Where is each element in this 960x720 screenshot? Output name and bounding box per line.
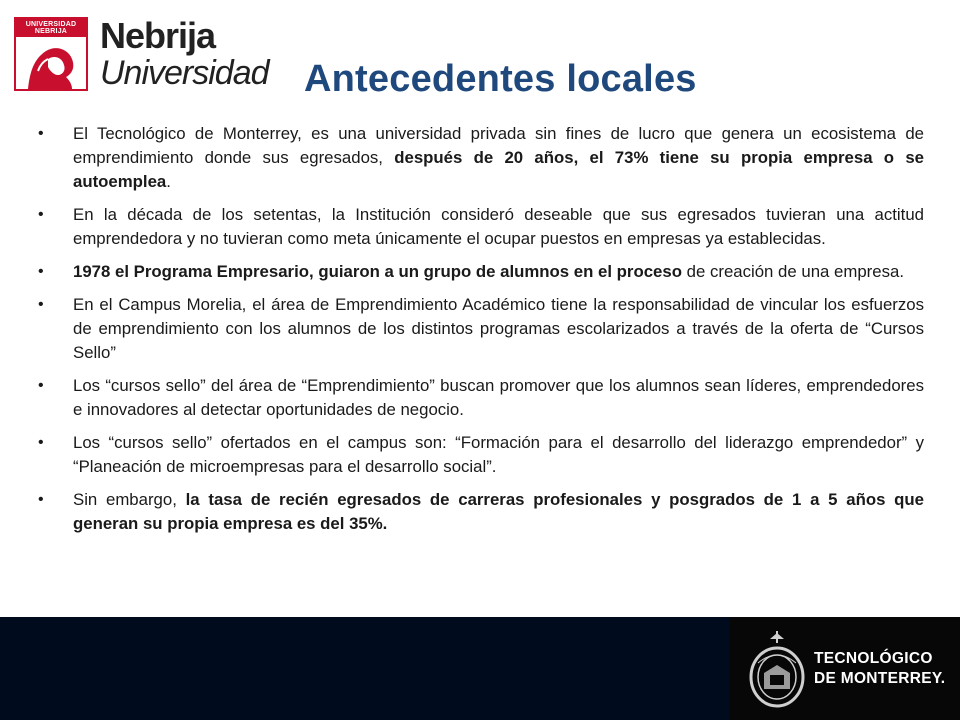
slide-content xyxy=(38,122,924,545)
tec-seal-icon xyxy=(748,629,806,709)
bullet-dot-icon: • xyxy=(38,434,44,451)
bullet-item xyxy=(38,203,924,251)
footer-band xyxy=(0,617,960,720)
bullet-item xyxy=(38,431,924,479)
bullet-text: de creación de una empresa. xyxy=(681,262,904,281)
nebrija-logo xyxy=(14,14,284,94)
bullet-bold-text: la tasa de recién egresados de carreras profesionales y posgrados de 1 a 5 años que generan su propia empresa es del 35%. xyxy=(73,490,924,533)
tec-wordmark-line1: TECNOLÓGICO xyxy=(814,649,933,667)
bullet-dot-icon: • xyxy=(38,206,44,223)
bullet-text: En el Campus Morelia, el área de Emprendimiento Académico tiene la responsabilidad de vincular los esfuerzos de emprendimiento con los alumnos de los distintos programas escolarizados a través de la oferta de “Cursos Sello” xyxy=(73,295,924,362)
bullet-item xyxy=(38,374,924,422)
bullet-dot-icon: • xyxy=(38,491,44,508)
bullet-item xyxy=(38,260,924,284)
bullet-item xyxy=(38,122,924,194)
bullet-bold-text: después de 20 años, el 73% tiene su propia empresa o se autoemplea xyxy=(73,148,924,191)
bullet-text: En la década de los setentas, la Institución consideró deseable que sus egresados tuvieran una actitud emprendedora y no tuvieran como meta únicamente el ocupar puestos en empresas ya establecidas. xyxy=(73,205,924,248)
bullet-item xyxy=(38,488,924,536)
bullet-bold-text: 1978 el Programa Empresario, guiaron a un grupo de alumnos en el proceso xyxy=(73,262,682,281)
bullet-dot-icon: • xyxy=(38,263,44,280)
nebrija-portrait-icon xyxy=(20,41,82,89)
bullet-text: . xyxy=(166,172,171,191)
nebrija-wordmark-line2: Universidad xyxy=(100,54,269,92)
nebrija-wordmark xyxy=(100,15,269,92)
bullet-dot-icon: • xyxy=(38,377,44,394)
tec-logo xyxy=(730,617,960,720)
bullet-text: Los “cursos sello” ofertados en el campus son: “Formación para el desarrollo del liderazgo emprendedor” y “Planeación de microempresas para el desarrollo social”. xyxy=(73,433,924,476)
tec-wordmark-line2: DE MONTERREY. xyxy=(814,669,946,687)
nebrija-wordmark-line1: Nebrija xyxy=(100,15,216,56)
slide-title: Antecedentes locales xyxy=(304,58,697,100)
nebrija-badge xyxy=(14,17,88,91)
nebrija-badge-text: UNIVERSIDAD NEBRIJA xyxy=(16,19,86,37)
tec-wordmark xyxy=(814,649,945,689)
bullet-text: Sin embargo, xyxy=(73,490,186,509)
bullet-dot-icon: • xyxy=(38,296,44,313)
bullet-dot-icon: • xyxy=(38,125,44,142)
bullet-list xyxy=(38,122,924,536)
bullet-item xyxy=(38,293,924,365)
bullet-text: El Tecnológico de Monterrey, es una universidad privada sin fines de lucro que genera un ecosistema de emprendimiento donde sus egresados, xyxy=(73,124,924,167)
bullet-text: Los “cursos sello” del área de “Emprendimiento” buscan promover que los alumnos sean líderes, emprendedores e innovadores al detectar oportunidades de negocio. xyxy=(73,376,924,419)
